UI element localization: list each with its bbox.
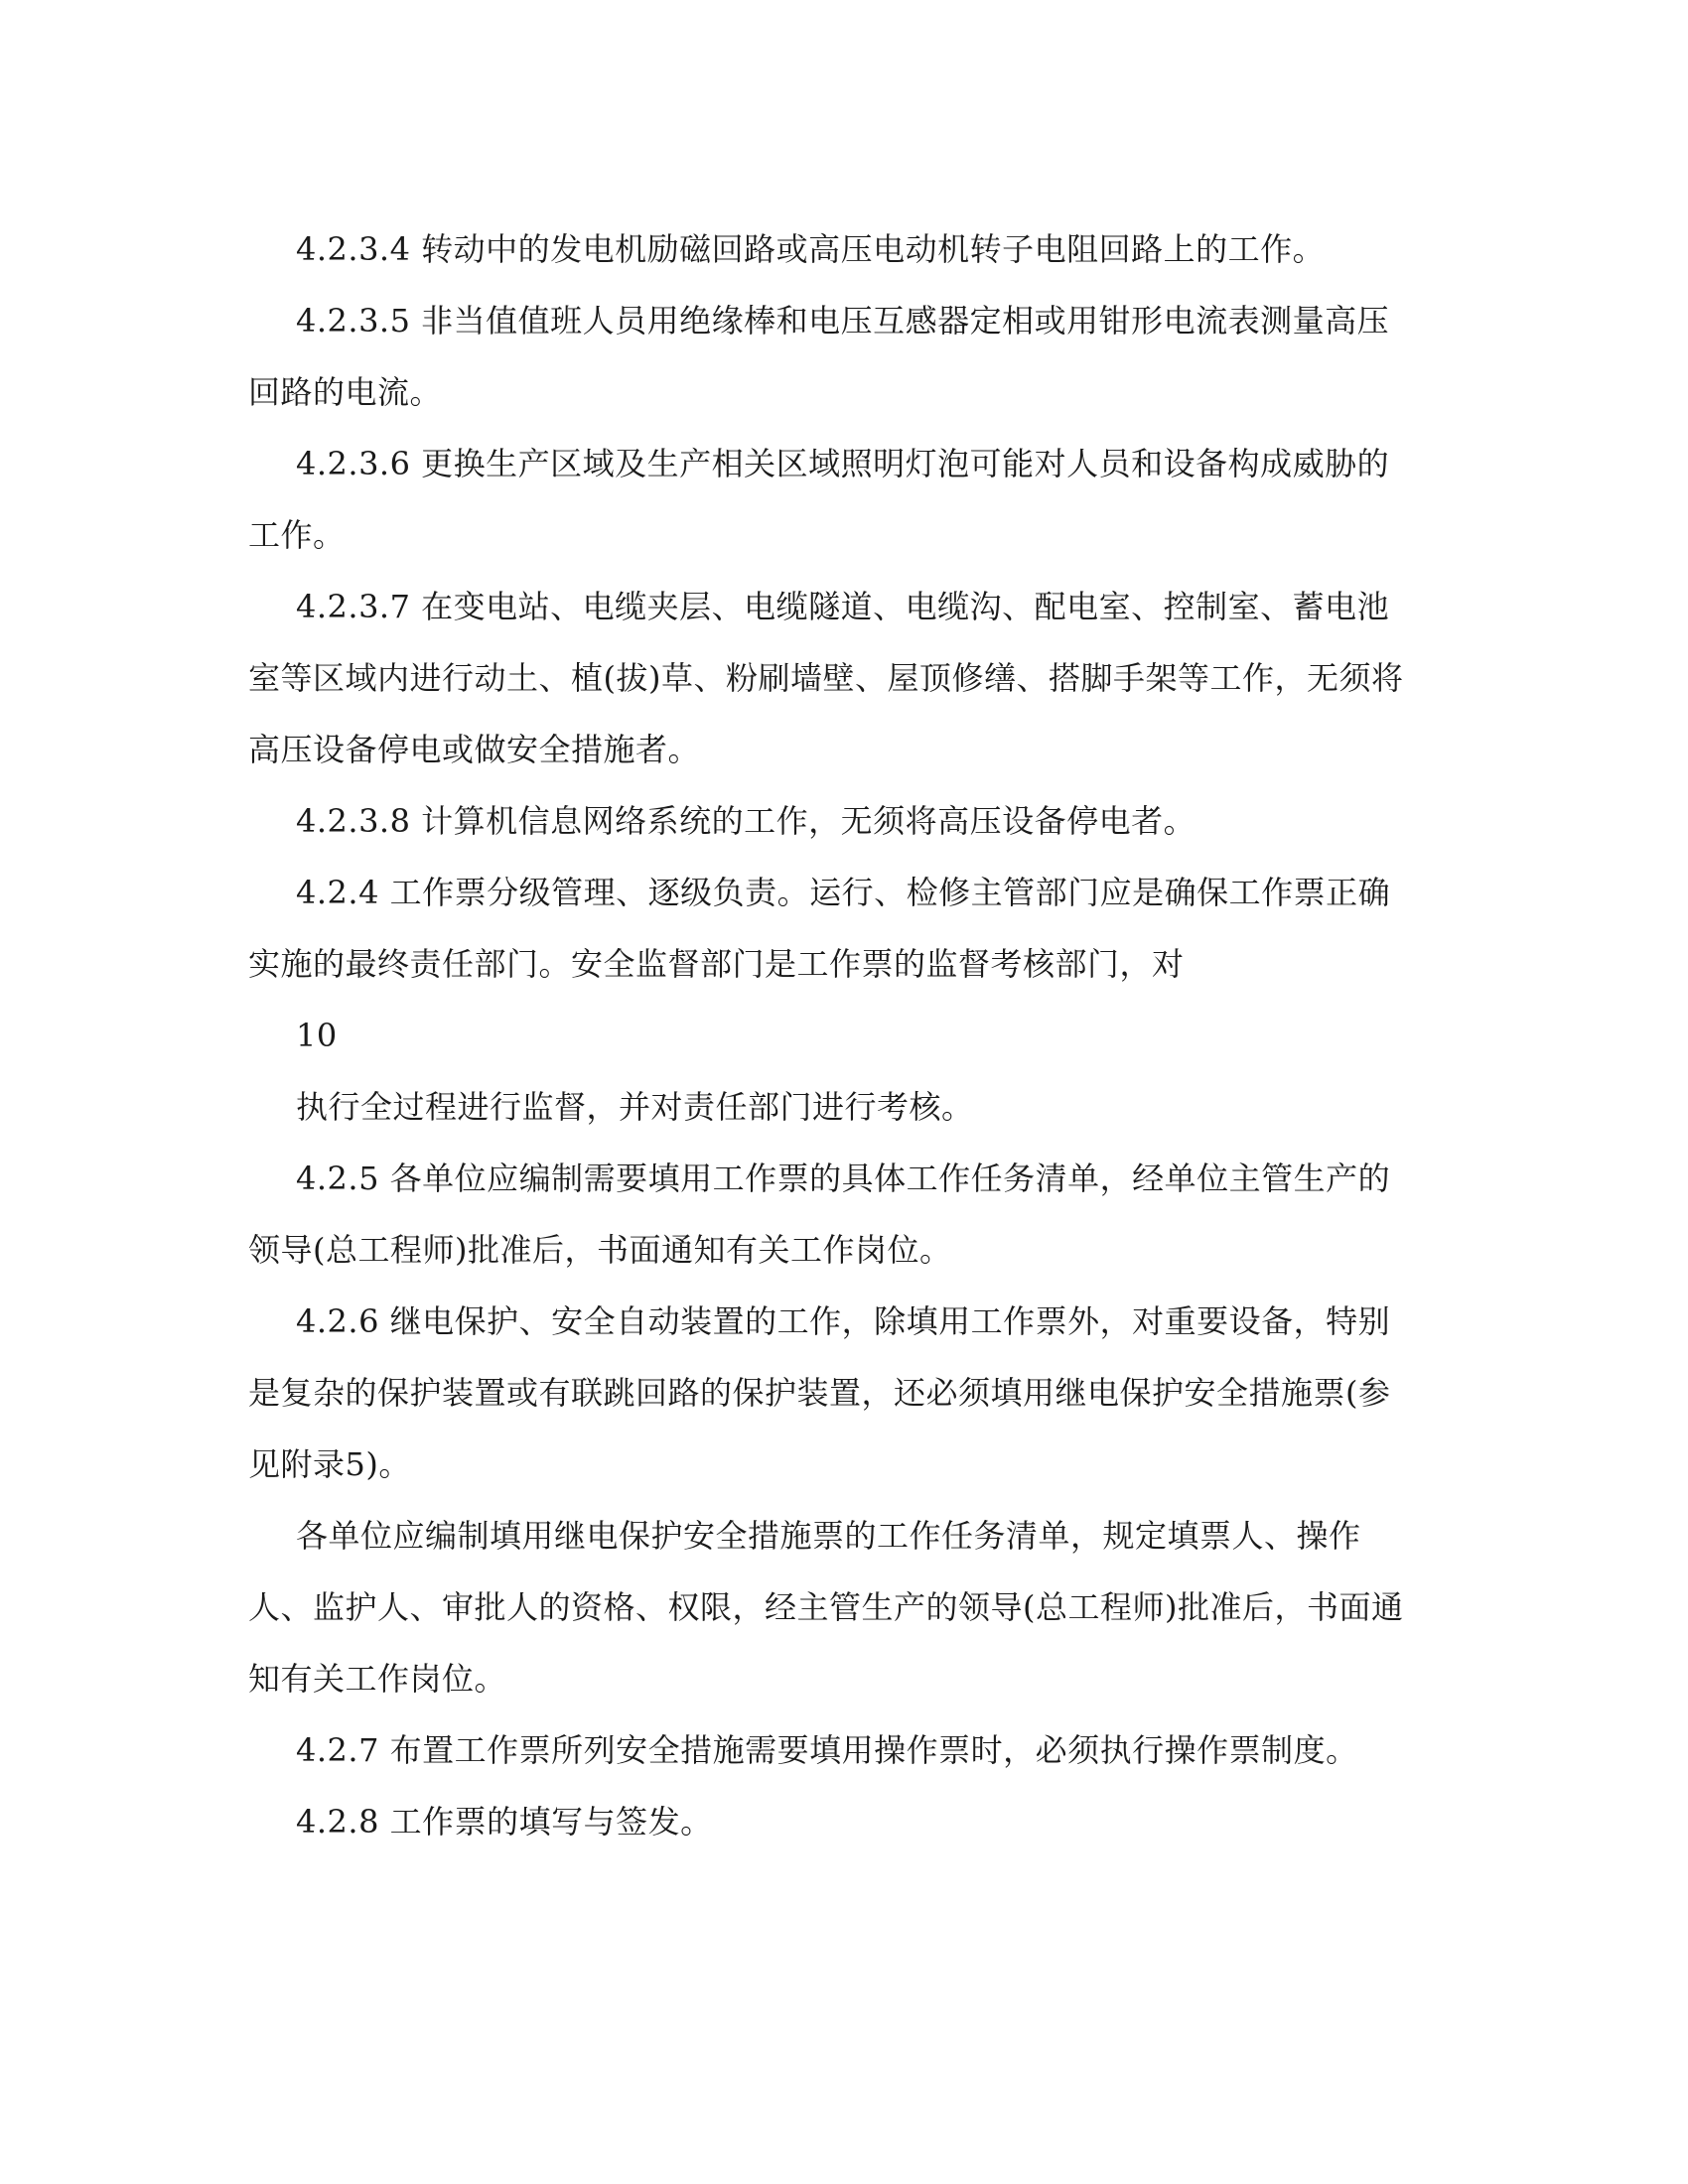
clause-4-2-4: 4.2.4 工作票分级管理、逐级负责。运行、检修主管部门应是确保工作票正确 bbox=[296, 874, 1391, 911]
paragraph-checklist: 各单位应编制填用继电保护安全措施票的工作任务清单，规定填票人、操作 bbox=[296, 1517, 1361, 1555]
paragraph-checklist-cont-2: 知有关工作岗位。 bbox=[248, 1660, 507, 1698]
clause-4-2-5: 4.2.5 各单位应编制需要填用工作票的具体工作任务清单，经单位主管生产的 bbox=[296, 1160, 1391, 1197]
clause-4-2-5-cont: 领导(总工程师)批准后，书面通知有关工作岗位。 bbox=[248, 1231, 952, 1269]
clause-4-2-7: 4.2.7 布置工作票所列安全措施需要填用操作票时，必须执行操作票制度。 bbox=[296, 1731, 1358, 1769]
clause-4-2-3-6: 4.2.3.6 更换生产区域及生产相关区域照明灯泡可能对人员和设备构成威胁的 bbox=[296, 445, 1390, 482]
clause-4-2-4-cont-2: 执行全过程进行监督，并对责任部门进行考核。 bbox=[296, 1088, 974, 1126]
paragraph-checklist-cont-1: 人、监护人、审批人的资格、权限，经主管生产的领导(总工程师)批准后，书面通 bbox=[248, 1588, 1404, 1626]
clause-4-2-6: 4.2.6 继电保护、安全自动装置的工作，除填用工作票外，对重要设备，特别 bbox=[296, 1302, 1391, 1340]
clause-4-2-3-7: 4.2.3.7 在变电站、电缆夹层、电缆隧道、电缆沟、配电室、控制室、蓄电池 bbox=[296, 588, 1390, 625]
clause-4-2-3-8: 4.2.3.8 计算机信息网络系统的工作，无须将高压设备停电者。 bbox=[296, 802, 1196, 840]
clause-4-2-4-cont: 实施的最终责任部门。安全监督部门是工作票的监督考核部门，对 bbox=[248, 945, 1185, 983]
clause-4-2-3-5: 4.2.3.5 非当值值班人员用绝缘棒和电压互感器定相或用钳形电流表测量高压 bbox=[296, 302, 1390, 340]
clause-4-2-8: 4.2.8 工作票的填写与签发。 bbox=[296, 1803, 713, 1841]
clause-4-2-6-cont-1: 是复杂的保护装置或有联跳回路的保护装置，还必须填用继电保护安全措施票(参 bbox=[248, 1374, 1391, 1412]
clause-4-2-3-7-cont-1: 室等区域内进行动土、植(拔)草、粉刷墙壁、屋顶修缮、搭脚手架等工作，无须将 bbox=[248, 659, 1404, 697]
clause-4-2-3-4: 4.2.3.4 转动中的发电机励磁回路或高压电动机转子电阻回路上的工作。 bbox=[296, 230, 1326, 268]
clause-4-2-3-7-cont-2: 高压设备停电或做安全措施者。 bbox=[248, 731, 701, 768]
clause-4-2-3-6-cont: 工作。 bbox=[248, 516, 346, 554]
clause-4-2-6-cont-2: 见附录5)。 bbox=[248, 1445, 411, 1483]
clause-4-2-3-5-cont: 回路的电流。 bbox=[248, 373, 443, 411]
page-number: 10 bbox=[296, 1017, 338, 1054]
